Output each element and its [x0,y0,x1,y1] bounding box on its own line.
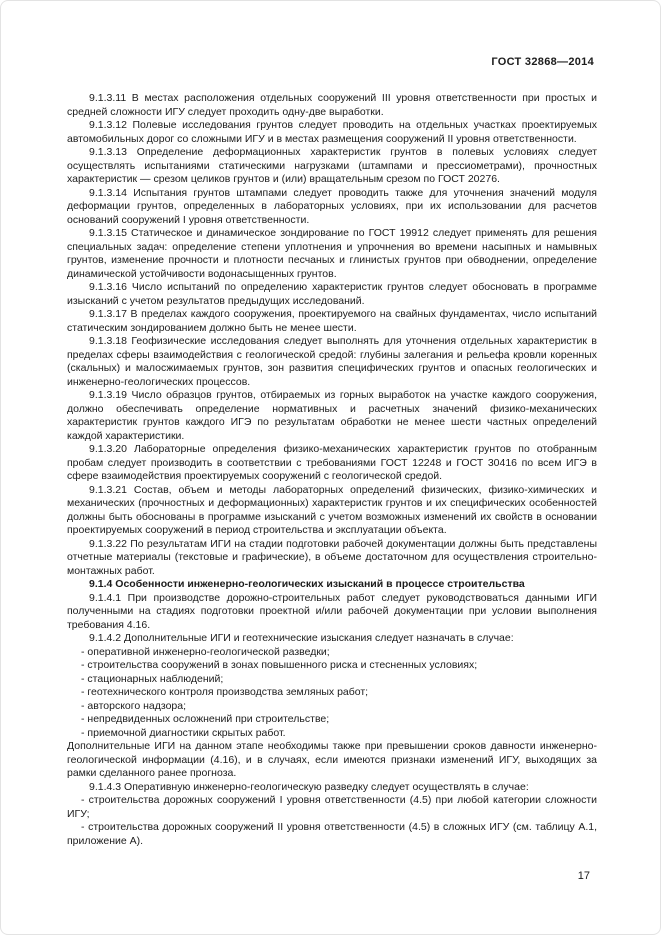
paragraph: 9.1.3.14 Испытания грунтов штампами следует проводить также для уточнения значений модуля деформации грунтов, определенных в лабораторных условиях, при их использовании для расчетов оснований сооружений I уровня ответственности. [67,186,597,226]
list-item: - приемочной диагностики скрытых работ. [81,726,286,739]
document-number: ГОСТ 32868—2014 [491,56,594,68]
list-item: - непредвиденных осложнений при строительстве; [81,713,330,725]
section-heading: 9.1.4 Особенности инженерно-геологических изысканий в процессе строительства [89,578,525,590]
document-body [67,92,597,848]
list-item: - строительства дорожных сооружений I уровня ответственности (4.5) при любой категории сложности ИГУ; [67,794,597,820]
paragraph: 9.1.3.15 Статическое и динамическое зондирование по ГОСТ 19912 следует применять для решения специальных задач: определение степени уплотнения и упрочнения во времени насыпных и намывных грунтов, изменение прочности и плотности песчаных и глинистых грунтов при обводнении, определение динамической устойчивости водонасыщенных грунтов. [67,227,597,280]
list-item: - строительства сооружений в зонах повышенного риска и стесненных условиях; [81,659,478,671]
page-number: 17 [577,870,590,882]
paragraph: 9.1.4.2 Дополнительные ИГИ и геотехнические изыскания следует назначать в случае: [89,632,514,644]
list-item: - геотехнического контроля производства земляных работ; [81,686,369,698]
paragraph: 9.1.3.13 Определение деформационных характеристик грунтов в полевых условиях следует осуществлять испытаниями статическими нагрузками (штампами и прессиометрами), прочностных характеристик — срезом целиков грунтов и (или) вращательным срезом по ГОСТ 20276. [67,146,597,185]
paragraph: 9.1.3.22 По результатам ИГИ на стадии подготовки рабочей документации должны быть представлены отчетные материалы (текстовые и графические), в объеме достаточном для осуществления строительно-монтажных работ. [67,537,597,577]
list-item: - строительства дорожных сооружений II уровня ответственности (4.5) в сложных ИГУ (см. таблицу А.1, приложение А). [67,821,597,847]
list-item: - стационарных наблюдений; [81,672,224,685]
paragraph: 9.1.3.12 Полевые исследования грунтов следует проводить на отдельных участках проектируемых автомобильных дорог со сложными ИГУ и в местах размещения сооружений II уровня ответственности. [67,119,597,145]
paragraph: 9.1.3.17 В пределах каждого сооружения, проектируемого на свайных фундаментах, число испытаний статическим зондированием должно быть не менее шести. [67,308,597,334]
page-footer [67,870,590,882]
list-item: - авторского надзора; [81,699,187,712]
paragraph: 9.1.4.3 Оперативную инженерно-геологическую разведку следует осуществлять в случае: [89,780,529,793]
paragraph: 9.1.3.20 Лабораторные определения физико-механических характеристик грунтов по отобранным пробам следует производить в соответствии с требованиями ГОСТ 12248 и ГОСТ 30416 по всем ИГЭ в сфере взаимодействия проектируемых сооружений с геологической средой. [67,443,597,482]
paragraph: 9.1.3.18 Геофизические исследования следует выполнять для уточнения отдельных характеристик в пределах сферы взаимодействия с геологической средой: глубины залегания и рельефа кровли коренных (скальных) и малосжимаемых грунтов, зон развития специфических грунтов и опасных геологических и инженерно-геологических процессов. [67,335,597,388]
paragraph: 9.1.3.11 В местах расположения отдельных сооружений III уровня ответственности при простых и средней сложности ИГУ следует проходить одну-две выработки. [67,92,597,118]
paragraph: 9.1.3.16 Число испытаний по определению характеристик грунтов следует обосновать в программе изысканий с учетом результатов предыдущих исследований. [67,281,597,307]
paragraph: 9.1.4.1 При производстве дорожно-строительных работ следует руководствоваться данными ИГИ полученными на стадиях подготовки проектной и/или рабочей документации при условии выполнения требования 4.16. [67,591,597,631]
paragraph: 9.1.3.19 Число образцов грунтов, отбираемых из горных выработок на участке каждого сооружения, должно обеспечивать определение нормативных и расчетных значений физико-механических характеристик грунтов каждого ИГЭ по результатам обработки не менее шести частных определений каждой характеристики. [67,389,597,442]
paragraph: Дополнительные ИГИ на данном этапе необходимы также при превышении сроков давности инженерно-геологической информации (4.16), и в случаях, если имеются признаки изменений ИГУ, выходящих за рамки сделанного ранее прогноза. [67,740,597,779]
page-header [67,56,594,68]
list-item: - оперативной инженерно-геологической разведки; [81,645,330,658]
paragraph: 9.1.3.21 Состав, объем и методы лабораторных определений физических, физико-химических и механических (прочностных и деформационных) характеристик грунтов и их специфических особенностей должны быть обоснованы в программе изысканий с учетом возможных изменений их свойств в основании проектируемых сооружений в период строительства и эксплуатации объекта. [67,483,597,536]
